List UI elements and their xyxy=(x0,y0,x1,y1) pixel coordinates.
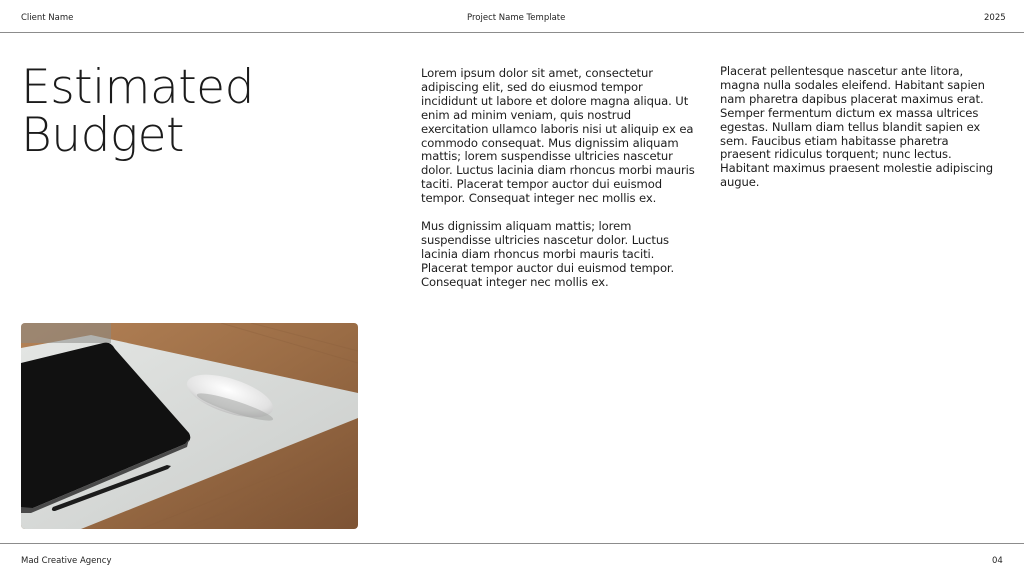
desk-photo xyxy=(21,323,358,529)
page-title xyxy=(21,60,381,163)
title-line-1: Estimated xyxy=(21,60,254,115)
agency-name: Mad Creative Agency xyxy=(21,556,112,566)
body-paragraph-1: Lorem ipsum dolor sit amet, consectetur adipiscing elit, sed do eiusmod tempor incididunt ut labore et dolore magna aliqua. Ut enim ad minim veniam, quis nostrud exercitation ullamco laboris nisi ut aliquip ex ea commodo consequat. Mus dignissim aliquam mattis; lorem suspendisse ultricies nascetur dolor. Luctus lacinia diam rhoncus morbi mauris taciti. Placerat tempor auctor dui euismod tempor. Consequat integer nec mollis ex. xyxy=(421,66,695,206)
body-column-1 xyxy=(421,67,696,304)
page-number: 04 xyxy=(992,556,1003,566)
footer-bar xyxy=(0,543,1024,576)
body-paragraph-3: Placerat pellentesque nascetur ante litora, magna nulla sodales eleifend. Habitant sapien nam pharetra dapibus placerat maximus erat. Semper fermentum dictum ex massa ultrices egestas. Nullam diam tellus blandit sapien ex sem. Faucibus etiam habitasse pharetra praesent ridiculus torquent; nunc lectus. Habitant maximus praesent molestie adipiscing augue. xyxy=(720,64,994,190)
client-name: Client Name xyxy=(21,13,74,23)
background-wall xyxy=(21,323,111,343)
desk-photo-illustration xyxy=(21,323,358,529)
body-paragraph-2: Mus dignissim aliquam mattis; lorem suspendisse ultricies nascetur dolor. Luctus lacinia diam rhoncus morbi mauris taciti. Placerat tempor auctor dui euismod tempor. Consequat integer nec mollis ex. xyxy=(421,219,675,289)
title-line-2: Budget xyxy=(21,108,184,163)
header-bar xyxy=(0,0,1024,33)
body-column-2 xyxy=(720,65,996,204)
project-name: Project Name Template xyxy=(467,13,566,23)
year: 2025 xyxy=(984,13,1006,23)
